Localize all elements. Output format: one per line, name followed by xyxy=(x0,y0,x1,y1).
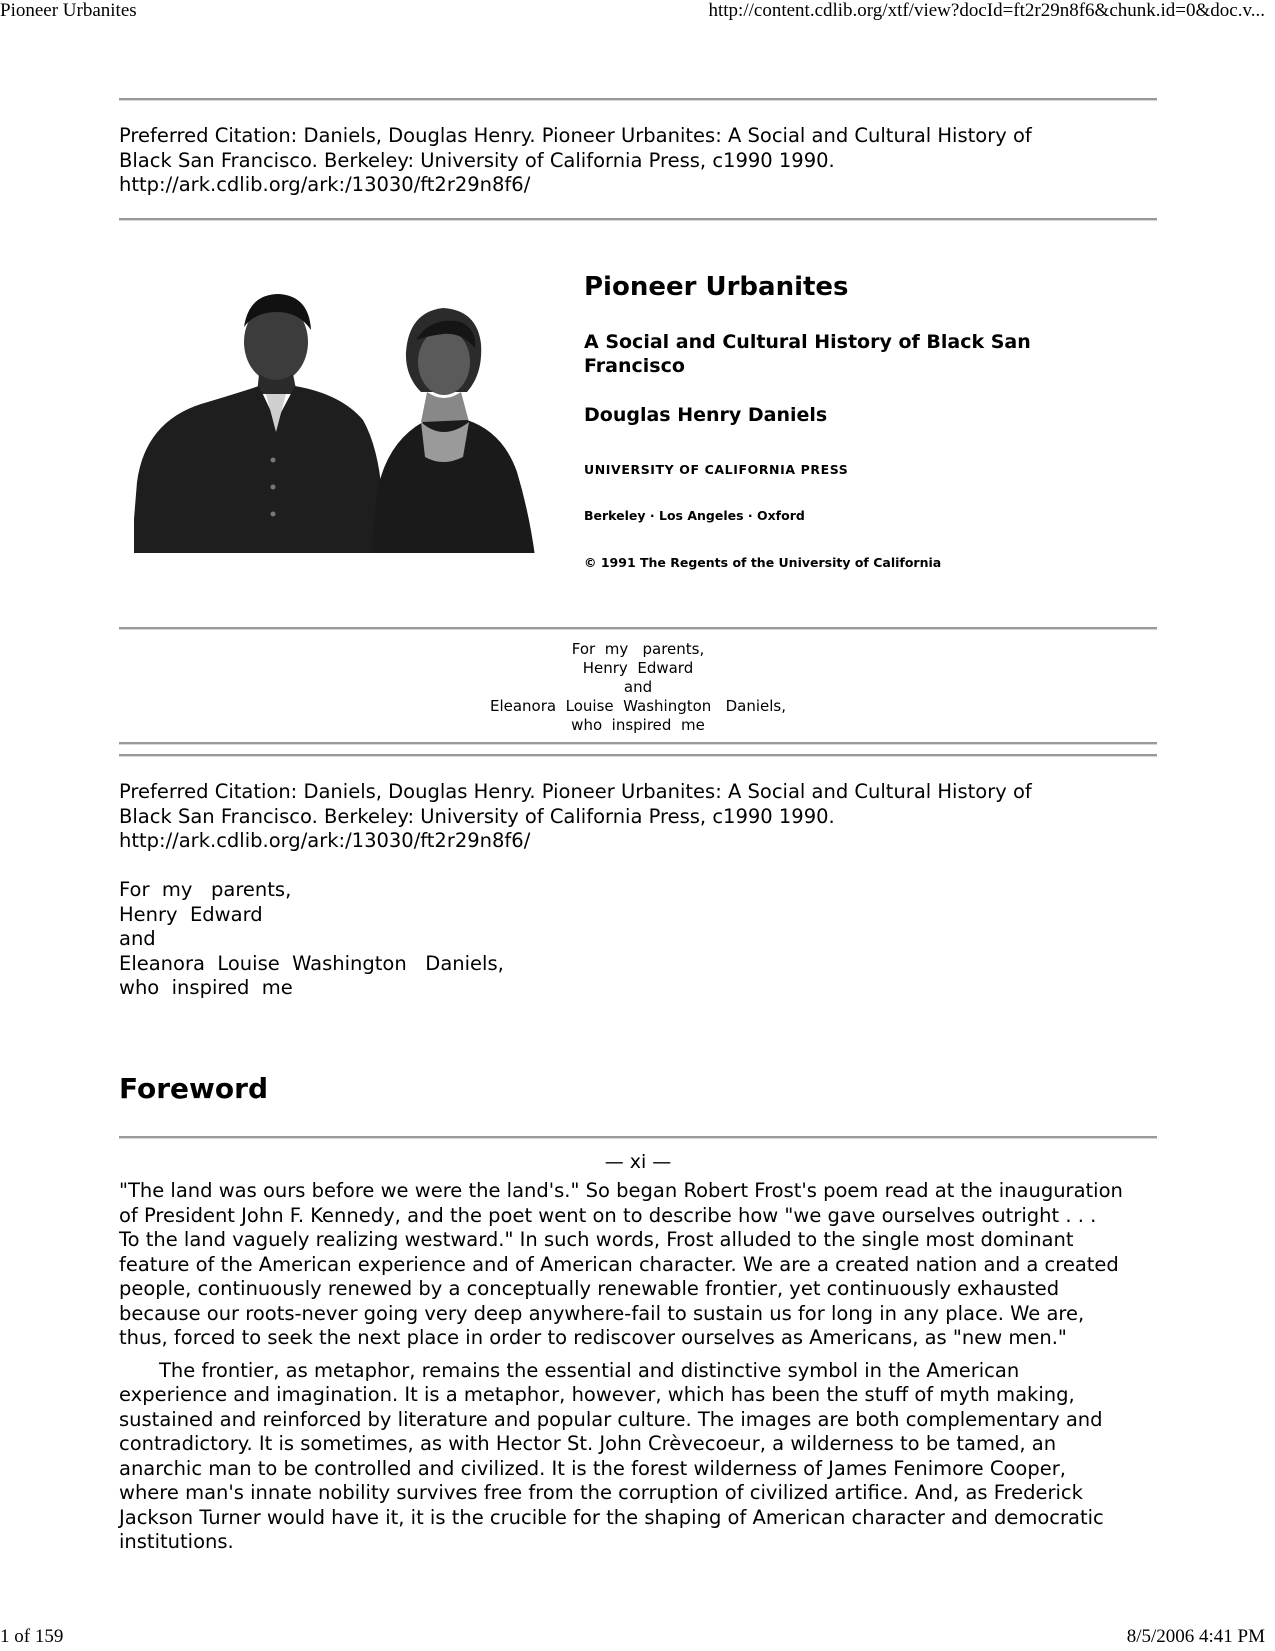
divider xyxy=(119,1136,1157,1139)
dedication-line: and xyxy=(119,927,156,950)
dedication-line: For my parents, xyxy=(571,640,705,658)
dedication-line: Henry Edward xyxy=(582,659,694,677)
print-datetime: 8/5/2006 4:41 PM xyxy=(1126,1626,1265,1647)
text-line: because our roots-never going very deep anywhere-fail to sustain us for long in any place. We are, xyxy=(119,1301,1085,1325)
divider xyxy=(119,98,1157,101)
dedication-line: Eleanora Louise Washington Daniels, xyxy=(119,951,504,975)
page-count: 1 of 159 xyxy=(0,1626,64,1647)
citation-line: Black San Francisco. Berkeley: University of California Press, c1990 1990. xyxy=(119,804,835,828)
dedication-left-aligned xyxy=(119,878,719,1001)
text-line: experience and imagination. It is a metaphor, however, which has been the stuff of myth making, xyxy=(119,1383,1075,1406)
publisher-places: Berkeley · Los Angeles · Oxford xyxy=(584,508,805,523)
citation-line: Preferred Citation: Daniels, Douglas Henry. Pioneer Urbanites: A Social and Cultural History of xyxy=(119,780,1032,803)
page-marker: — xi — xyxy=(604,1151,672,1173)
dedication-centered xyxy=(119,640,1157,735)
foreword-paragraph xyxy=(119,1359,1157,1555)
text-line: Jackson Turner would have it, it is the crucible for the shaping of American character and democratic xyxy=(119,1505,1104,1529)
divider xyxy=(119,218,1157,221)
book-author: Douglas Henry Daniels xyxy=(584,404,828,426)
book-subtitle: A Social and Cultural History of Black San Francisco xyxy=(584,331,1031,377)
divider xyxy=(119,742,1157,745)
dedication-line: For my parents, xyxy=(119,878,292,901)
publisher-name: UNIVERSITY OF CALIFORNIA PRESS xyxy=(584,462,849,477)
text-line: feature of the American experience and of American character. We are a created nation and a created xyxy=(119,1252,1119,1276)
foreword-heading: Foreword xyxy=(119,1072,268,1105)
divider xyxy=(119,754,1157,757)
dedication-line: who inspired me xyxy=(571,716,705,734)
text-line: where man's innate nobility survives free from the corruption of civilized artifice. And, as Frederick xyxy=(119,1481,1083,1504)
text-line: thus, forced to seek the next place in order to rediscover ourselves as Americans, as "new men." xyxy=(119,1326,1067,1349)
text-line: contradictory. It is sometimes, as with Hector St. John Crèvecoeur, a wilderness to be tamed, an xyxy=(119,1432,1057,1455)
foreword-paragraph xyxy=(119,1179,1157,1351)
text-line: people, continuously renewed by a conceptually renewable frontier, yet continuously exhausted xyxy=(119,1277,1060,1300)
text-line: anarchic man to be controlled and civilized. It is the forest wilderness of James Fenimore Cooper, xyxy=(119,1456,1066,1480)
dedication-line: Henry Edward xyxy=(119,902,263,926)
text-line: To the land vaguely realizing westward." In such words, Frost alluded to the single most dominant xyxy=(119,1228,1074,1251)
citation-line: Black San Francisco. Berkeley: University of California Press, c1990 1990. xyxy=(119,148,835,172)
text-line: "The land was ours before we were the land's." So began Robert Frost's poem read at the inauguration xyxy=(119,1179,1123,1202)
dedication-line: who inspired me xyxy=(119,976,293,999)
print-footer xyxy=(0,1626,1275,1650)
dedication-line: and xyxy=(623,678,653,696)
text-line: sustained and reinforced by literature and popular culture. The images are both complementary and xyxy=(119,1407,1103,1431)
print-header xyxy=(0,0,1275,24)
citation-line: Preferred Citation: Daniels, Douglas Henry. Pioneer Urbanites: A Social and Cultural History of xyxy=(119,124,1032,147)
citation-link[interactable]: http://ark.cdlib.org/ark:/13030/ft2r29n8f6/ xyxy=(119,173,531,196)
text-line: institutions. xyxy=(119,1530,234,1553)
preferred-citation-top xyxy=(119,124,1157,198)
copyright-notice: © 1991 The Regents of the University of California xyxy=(584,555,942,570)
print-header-url: http://content.cdlib.org/xtf/view?docId=ft2r29n8f6&chunk.id=0&doc.v... xyxy=(708,0,1265,21)
text-line: The frontier, as metaphor, remains the essential and distinctive symbol in the American xyxy=(159,1358,1020,1382)
divider xyxy=(119,627,1157,630)
preferred-citation-second xyxy=(119,780,1157,854)
dedication-line: Eleanora Louise Washington Daniels, xyxy=(489,697,786,715)
text-line: of President John F. Kennedy, and the poet went on to describe how "we gave ourselves outright . . . xyxy=(119,1203,1097,1227)
cover-portrait-image xyxy=(131,282,577,556)
book-title: Pioneer Urbanites xyxy=(584,272,849,302)
foreword-body xyxy=(119,1179,1157,1563)
citation-link[interactable]: http://ark.cdlib.org/ark:/13030/ft2r29n8f6/ xyxy=(119,829,531,852)
print-header-title: Pioneer Urbanites xyxy=(0,0,137,21)
